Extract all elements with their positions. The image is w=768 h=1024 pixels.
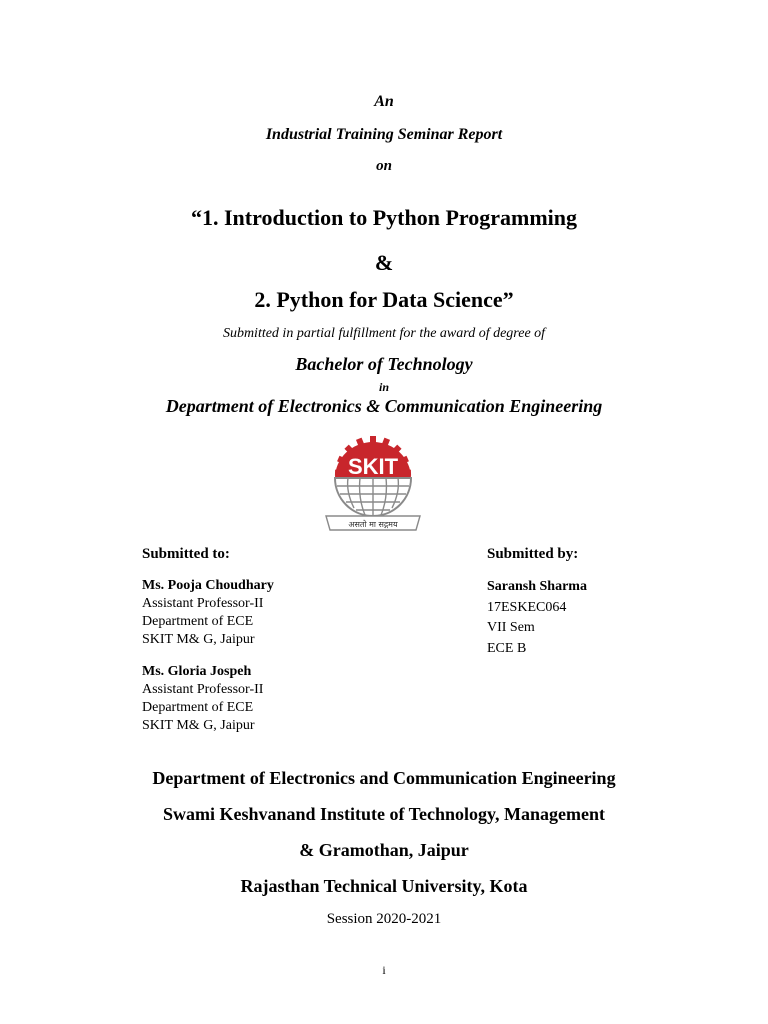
page-number: i: [382, 963, 386, 977]
session-text: Session 2020-2021: [326, 911, 442, 927]
skit-logo: [318, 434, 428, 532]
faculty-institute: SKIT M& G, Jaipur: [142, 718, 255, 733]
footer-location: & Gramothan, Jaipur: [299, 840, 469, 860]
submitted-to-heading: Submitted to:: [142, 546, 230, 562]
faculty-name: Ms. Pooja Choudhary: [142, 578, 274, 593]
student-semester: VII Sem: [487, 620, 535, 635]
footer-university: Rajasthan Technical University, Kota: [240, 876, 528, 896]
submitted-by-heading: Submitted by:: [487, 546, 579, 562]
title-ampersand: &: [374, 250, 394, 275]
logo-text: SKIT: [347, 454, 399, 479]
student-section: ECE B: [487, 640, 527, 656]
title-line-2: 2. Python for Data Science”: [254, 287, 514, 312]
faculty-department: Department of ECE: [142, 700, 254, 715]
submitted-to-section: [142, 545, 274, 735]
footer-department: Department of Electronics and Communication Engineering: [152, 768, 616, 788]
fulfillment-text: Submitted in partial fulfillment for the award of degree of: [222, 326, 546, 341]
faculty-institute: SKIT M& G, Jaipur: [142, 632, 255, 647]
intro-an: An: [374, 93, 394, 110]
faculty-department: Department of ECE: [142, 614, 254, 629]
faculty-designation: Assistant Professor-II: [142, 596, 264, 611]
faculty-name: Ms. Gloria Jospeh: [142, 664, 252, 679]
student-roll: 17ESKEC064: [487, 599, 567, 615]
intro-on: on: [376, 158, 392, 174]
logo-motto: असतो मा सद्गमय: [348, 520, 398, 529]
faculty-designation: Assistant Professor-II: [142, 682, 264, 697]
submitted-by-section: [487, 545, 587, 659]
title-line-1: “1. Introduction to Python Programming: [190, 205, 578, 230]
faculty-block: [142, 663, 274, 735]
footer-institute: Swami Keshvanand Institute of Technology, Management: [162, 804, 606, 824]
degree-name: Bachelor of Technology: [295, 354, 473, 374]
faculty-block: [142, 577, 274, 649]
department-name: Department of Electronics & Communication Engineering: [165, 396, 603, 416]
report-type: Industrial Training Seminar Report: [265, 126, 503, 143]
student-name: Saransh Sharma: [487, 579, 587, 594]
in-text: in: [378, 380, 389, 394]
